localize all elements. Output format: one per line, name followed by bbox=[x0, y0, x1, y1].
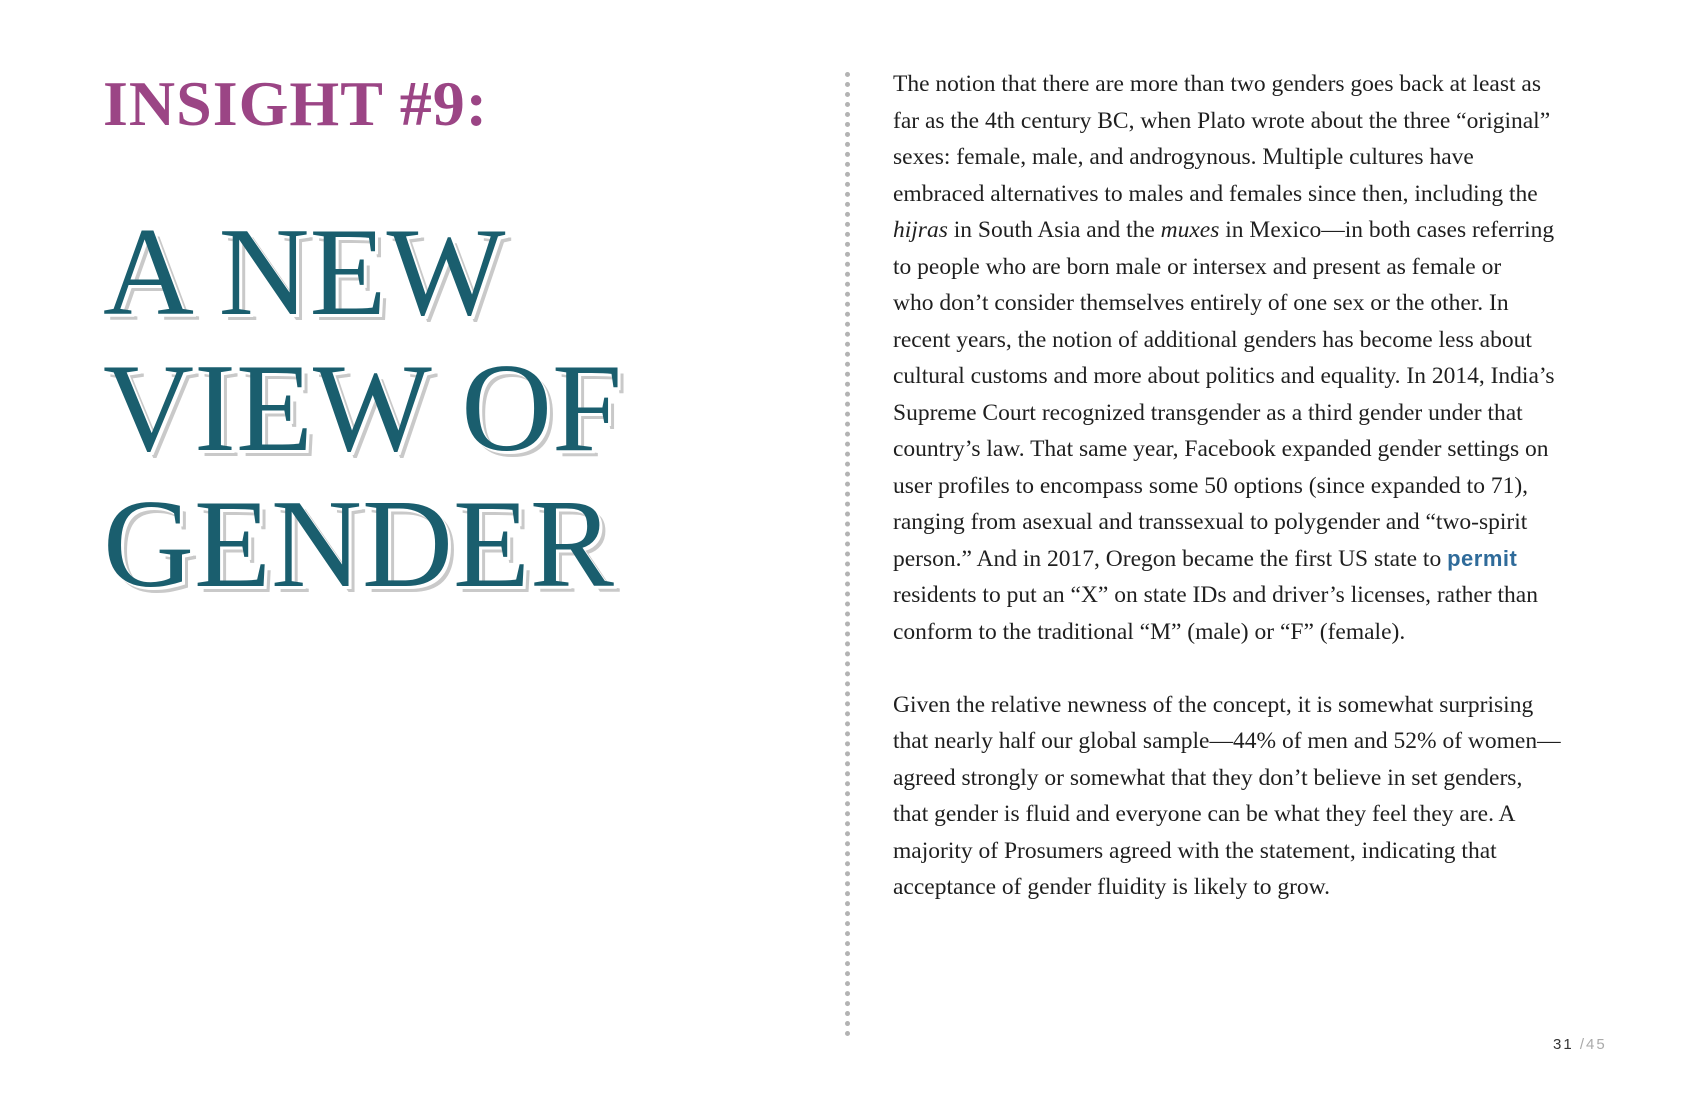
text-line: who don’t consider themselves entirely of one sex or the other. In bbox=[893, 290, 1509, 316]
text-line: The notion that there are more than two genders goes back at least as bbox=[893, 71, 1541, 97]
dotted-divider bbox=[845, 72, 850, 1037]
paragraph-2 bbox=[893, 687, 1613, 906]
page-title bbox=[103, 205, 622, 613]
page-number bbox=[1553, 1036, 1607, 1053]
text-line: recent years, the notion of additional genders has become less about bbox=[893, 326, 1532, 353]
total-pages: 45 bbox=[1586, 1036, 1607, 1053]
page-separator: / bbox=[1579, 1036, 1587, 1053]
paragraph-1 bbox=[893, 66, 1613, 650]
text-line: that nearly half our global sample—44% of men and 52% of women— bbox=[893, 728, 1561, 754]
italic-term-hijras: hijras bbox=[893, 217, 948, 243]
text-line: cultural customs and more about politics and equality. In 2014, India’s bbox=[893, 363, 1555, 389]
text-line: agreed strongly or somewhat that they don’t believe in set genders, bbox=[893, 764, 1523, 791]
text-line bbox=[893, 541, 1613, 578]
title-line: A NEW bbox=[103, 203, 506, 342]
current-page: 31 bbox=[1553, 1036, 1574, 1053]
permit-link[interactable]: permit bbox=[1447, 545, 1518, 571]
text-line: ranging from asexual and transsexual to polygender and “two-spirit bbox=[893, 509, 1528, 535]
text-line: far as the 4th century BC, when Plato wrote about the three “original” bbox=[893, 107, 1551, 134]
text-fragment: in South Asia and the bbox=[947, 217, 1161, 243]
italic-term-muxes: muxes bbox=[1160, 217, 1220, 243]
text-line: sexes: female, male, and androgynous. Multiple cultures have bbox=[893, 144, 1474, 170]
text-line: user profiles to encompass some 50 options (since expanded to 71), bbox=[893, 472, 1529, 499]
text-line: conform to the traditional “M” (male) or “F” (female). bbox=[893, 618, 1406, 645]
title-line: GENDER bbox=[103, 475, 614, 614]
text-line: that gender is fluid and everyone can be what they feel they are. A bbox=[893, 801, 1516, 827]
insight-kicker: INSIGHT #9: bbox=[103, 68, 489, 139]
text-line bbox=[893, 212, 1613, 249]
text-line: embraced alternatives to males and females since then, including the bbox=[893, 180, 1538, 207]
text-line: to people who are born male or intersex and present as female or bbox=[893, 253, 1502, 280]
text-line: Supreme Court recognized transgender as a third gender under that bbox=[893, 399, 1523, 426]
text-line: acceptance of gender fluidity is likely to grow. bbox=[893, 874, 1330, 900]
text-line: country’s law. That same year, Facebook expanded gender settings on bbox=[893, 436, 1549, 462]
title-line: VIEW OF bbox=[103, 339, 623, 478]
text-line: residents to put an “X” on state IDs and driver’s licenses, rather than bbox=[893, 582, 1538, 608]
text-line: majority of Prosumers agreed with the statement, indicating that bbox=[893, 837, 1497, 864]
text-fragment: in Mexico—in both cases referring bbox=[1219, 217, 1555, 243]
text-line: Given the relative newness of the concept, it is somewhat surprising bbox=[893, 691, 1534, 718]
body-text bbox=[893, 66, 1613, 942]
text-fragment: person.” And in 2017, Oregon became the first US state to bbox=[893, 545, 1448, 572]
